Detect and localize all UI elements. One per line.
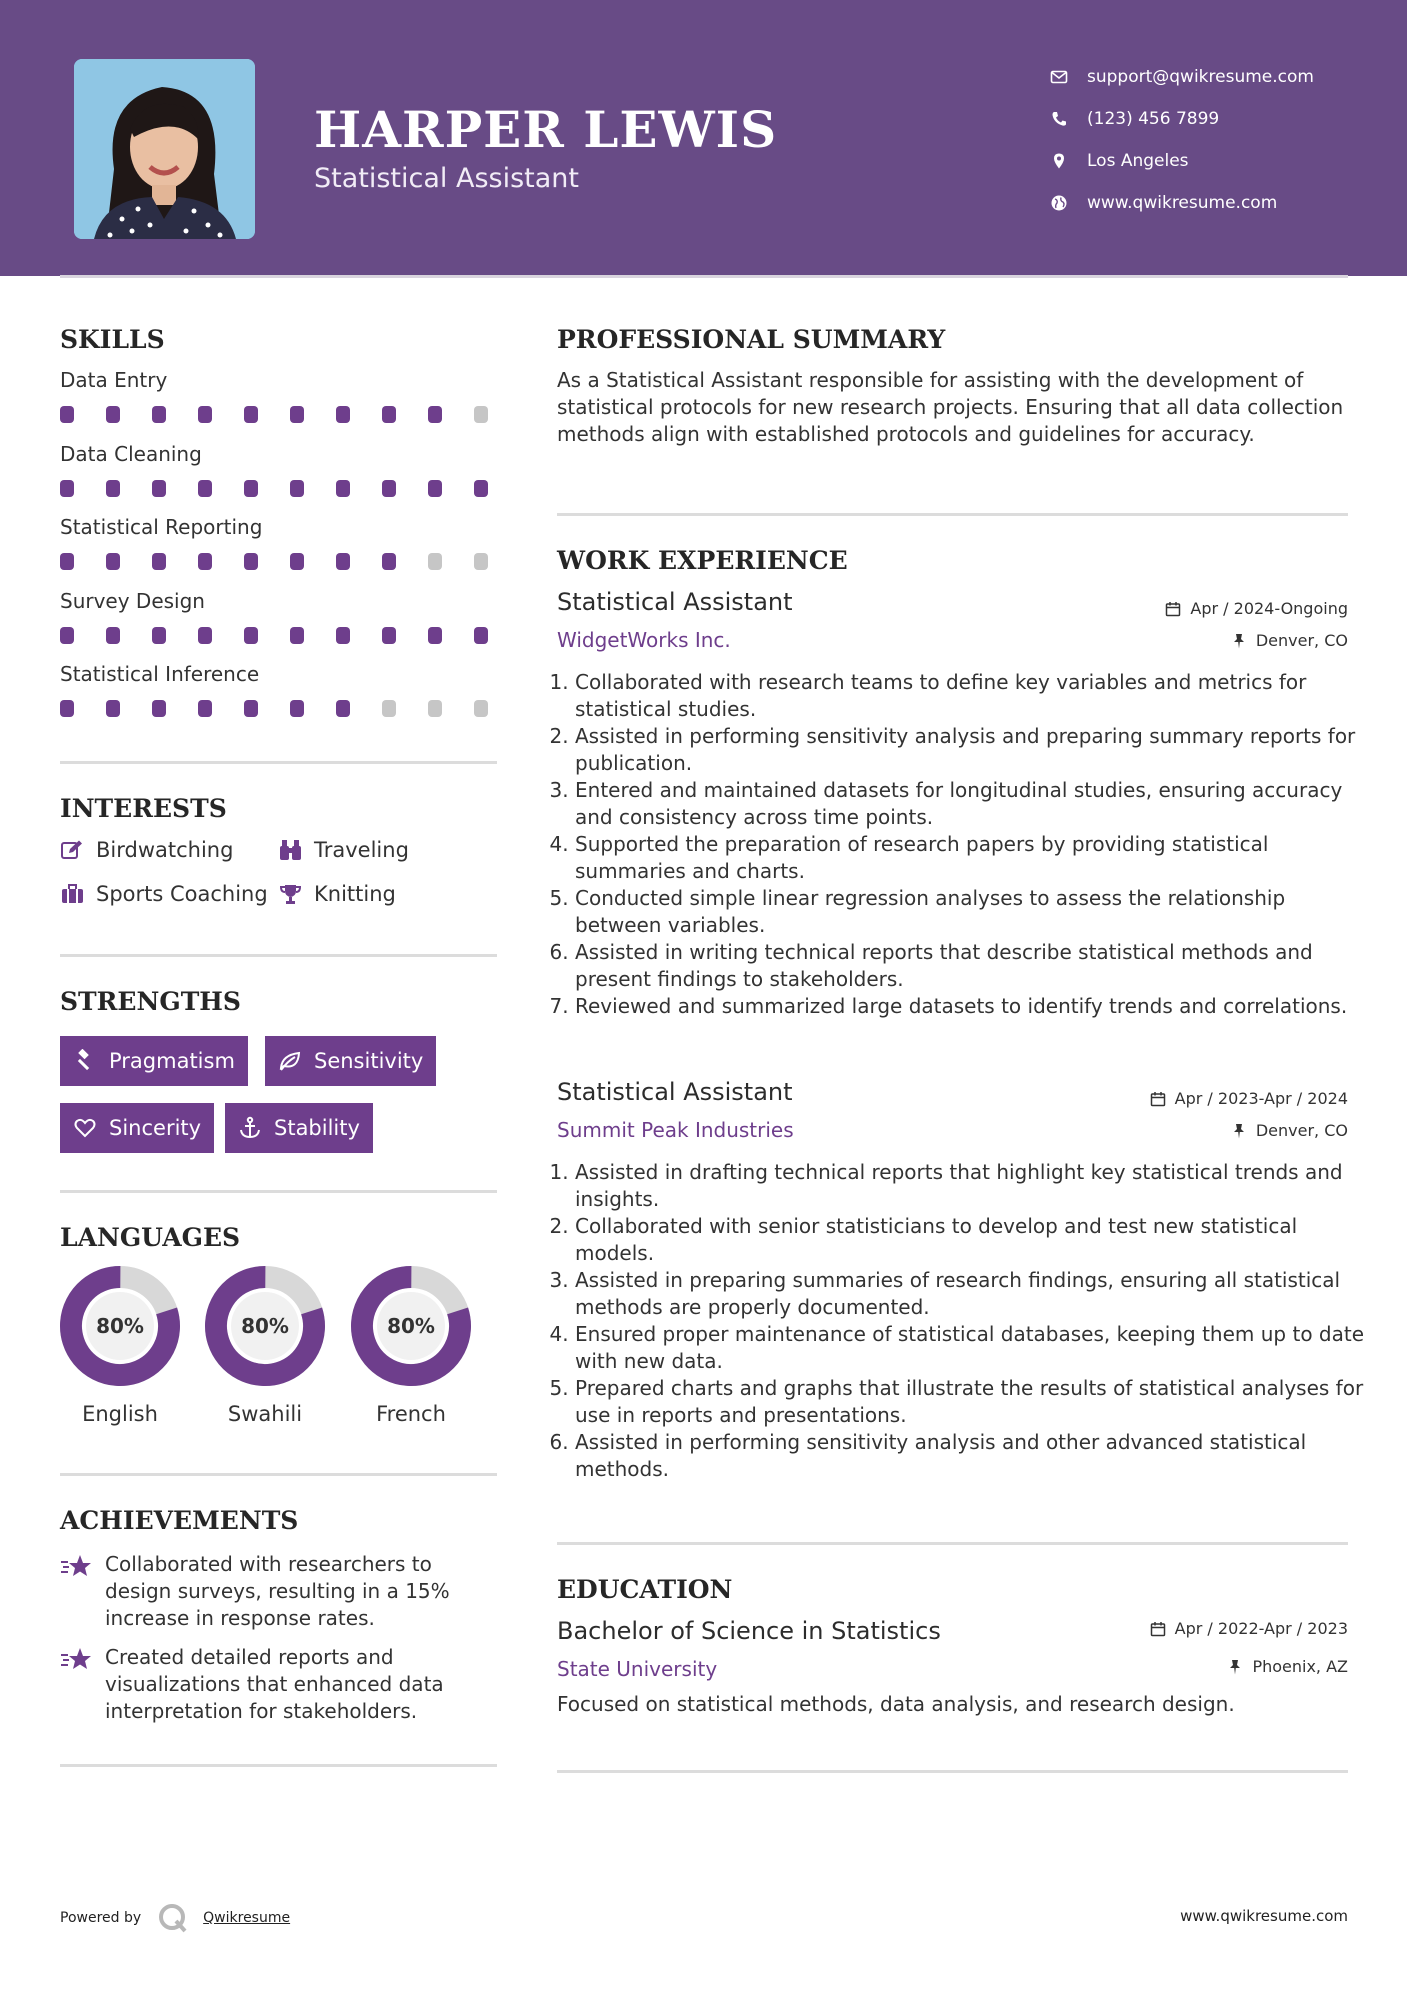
language-name: English bbox=[82, 1402, 158, 1426]
rating-dot-filled bbox=[152, 553, 166, 570]
map-pin-icon bbox=[1050, 152, 1068, 170]
skill-name: Survey Design bbox=[60, 588, 205, 613]
portrait-image bbox=[74, 59, 255, 239]
languages-divider bbox=[60, 1473, 497, 1476]
education-location-text: Phoenix, AZ bbox=[1252, 1657, 1348, 1676]
degree-title: Bachelor of Science in Statistics bbox=[557, 1617, 941, 1645]
calendar-icon bbox=[1150, 1091, 1166, 1107]
rating-dot-empty bbox=[428, 700, 442, 717]
gavel-icon bbox=[73, 1049, 97, 1073]
header-divider bbox=[60, 275, 1348, 278]
interests-title: INTERESTS bbox=[60, 794, 227, 823]
interests-divider bbox=[60, 954, 497, 957]
rating-dot-filled bbox=[60, 406, 74, 423]
language-name: Swahili bbox=[227, 1402, 303, 1426]
contact-phone-text: (123) 456 7899 bbox=[1087, 109, 1220, 129]
languages-title: LANGUAGES bbox=[60, 1223, 241, 1252]
rating-dot-filled bbox=[152, 700, 166, 717]
interest-item bbox=[60, 882, 268, 906]
skill-name: Data Entry bbox=[60, 368, 168, 392]
job-bullet: 3. Entered and maintained datasets for longitudinal studies, ensuring accuracy and consistency across time points. bbox=[575, 777, 1365, 831]
job-bullet: 1. Assisted in drafting technical reports that highlight key statistical trends and insights. bbox=[575, 1159, 1365, 1213]
rating-dot-filled bbox=[290, 406, 304, 423]
skills-divider bbox=[60, 761, 497, 764]
language-percent: 80% bbox=[241, 1314, 289, 1338]
achievements-divider bbox=[60, 1764, 497, 1767]
rating-dot-filled bbox=[198, 627, 212, 644]
job-date-text: Apr / 2023-Apr / 2024 bbox=[1174, 1089, 1348, 1108]
interest-label: Traveling bbox=[314, 838, 409, 862]
job-location-text: Denver, CO bbox=[1255, 1121, 1348, 1140]
powered-by-text: Powered by bbox=[60, 1910, 142, 1926]
globe-icon bbox=[1050, 194, 1068, 212]
job-bullets bbox=[557, 1159, 1365, 1483]
rating-dot-filled bbox=[290, 480, 304, 497]
job-bullet: 5. Conducted simple linear regression analyses to assess the relationship between variables. bbox=[575, 885, 1365, 939]
summary-title: PROFESSIONAL SUMMARY bbox=[557, 325, 946, 354]
summary-text: As a Statistical Assistant responsible for assisting with the development of statistical protocols for new research projects. Ensuring that all data collection methods align with established protocols and guidelines for accuracy. bbox=[557, 368, 1344, 446]
rating-dot-filled bbox=[60, 553, 74, 570]
briefcase-icon bbox=[60, 883, 85, 905]
binoculars-icon bbox=[278, 839, 303, 861]
anchor-icon bbox=[238, 1116, 262, 1140]
rating-dot-filled bbox=[60, 627, 74, 644]
rating-dot-filled bbox=[152, 480, 166, 497]
job-bullet: 4. Ensured proper maintenance of statistical databases, keeping them up to date with new data. bbox=[575, 1321, 1365, 1375]
school-name: State University bbox=[557, 1657, 718, 1681]
rating-dot-filled bbox=[244, 627, 258, 644]
interest-item bbox=[60, 838, 233, 862]
interest-label: Knitting bbox=[314, 882, 396, 906]
rating-dot-filled bbox=[244, 480, 258, 497]
contact-email[interactable] bbox=[1050, 56, 1314, 98]
rating-dot-filled bbox=[152, 406, 166, 423]
rating-dot-filled bbox=[106, 553, 120, 570]
calendar-icon bbox=[1150, 1621, 1166, 1637]
rating-dot-empty bbox=[428, 553, 442, 570]
resume-header bbox=[0, 0, 1407, 276]
education-date bbox=[1150, 1619, 1348, 1638]
star-award-icon bbox=[60, 1646, 94, 1674]
job-bullet: 6. Assisted in writing technical reports that describe statistical methods and present findings to stakeholders. bbox=[575, 939, 1365, 993]
achievement-text: Created detailed reports and visualizations that enhanced data interpretation for stakeholders. bbox=[105, 1645, 444, 1723]
job-date-text: Apr / 2024-Ongoing bbox=[1190, 599, 1348, 618]
rating-dot-filled bbox=[336, 627, 350, 644]
rating-dot-filled bbox=[244, 700, 258, 717]
job-bullet: 2. Collaborated with senior statisticians to develop and test new statistical models. bbox=[575, 1213, 1365, 1267]
language-percent: 80% bbox=[96, 1314, 144, 1338]
job-location bbox=[1231, 1121, 1348, 1140]
rating-dot-filled bbox=[382, 627, 396, 644]
language-percent: 80% bbox=[387, 1314, 435, 1338]
strengths-title: STRENGTHS bbox=[60, 987, 241, 1016]
envelope-icon bbox=[1050, 68, 1068, 86]
rating-dot-filled bbox=[244, 406, 258, 423]
contact-phone[interactable] bbox=[1050, 98, 1314, 140]
calendar-icon bbox=[1165, 601, 1181, 617]
rating-dot-filled bbox=[336, 700, 350, 717]
heart-icon bbox=[73, 1116, 97, 1140]
rating-dot-filled bbox=[152, 627, 166, 644]
skill-name: Data Cleaning bbox=[60, 441, 202, 466]
skill-rating bbox=[60, 627, 488, 644]
profile-photo bbox=[74, 59, 255, 239]
job-bullet: 6. Assisted in performing sensitivity analysis and other advanced statistical methods. bbox=[575, 1429, 1365, 1483]
job-location-text: Denver, CO bbox=[1255, 631, 1348, 650]
skill-rating bbox=[60, 406, 488, 423]
rating-dot-empty bbox=[474, 700, 488, 717]
job-bullets bbox=[557, 669, 1365, 1020]
job-company: Summit Peak Industries bbox=[557, 1118, 794, 1142]
job-bullet: 4. Supported the preparation of research papers by providing statistical summaries and charts. bbox=[575, 831, 1365, 885]
rating-dot-filled bbox=[428, 627, 442, 644]
rating-dot-filled bbox=[382, 406, 396, 423]
strength-label: Stability bbox=[274, 1116, 360, 1140]
rating-dot-filled bbox=[290, 700, 304, 717]
footer-powered-by bbox=[60, 1902, 290, 1934]
contact-email-text: support@qwikresume.com bbox=[1087, 67, 1314, 87]
interest-item bbox=[278, 838, 409, 862]
candidate-role: Statistical Assistant bbox=[314, 163, 579, 194]
rating-dot-filled bbox=[106, 700, 120, 717]
job-company: WidgetWorks Inc. bbox=[557, 628, 731, 652]
strengths-divider bbox=[60, 1190, 497, 1193]
rating-dot-filled bbox=[106, 480, 120, 497]
leaf-icon bbox=[278, 1049, 302, 1073]
contact-website-text: www.qwikresume.com bbox=[1087, 193, 1278, 213]
strength-tag bbox=[225, 1103, 373, 1153]
skill-rating bbox=[60, 700, 488, 717]
footer-website[interactable]: www.qwikresume.com bbox=[1180, 1907, 1348, 1925]
interest-item bbox=[278, 882, 396, 906]
interest-label: Birdwatching bbox=[96, 838, 234, 862]
job-bullet: 3. Assisted in preparing summaries of research findings, ensuring all statistical methods are properly documented. bbox=[575, 1267, 1365, 1321]
job-title: Statistical Assistant bbox=[557, 588, 793, 616]
rating-dot-filled bbox=[382, 480, 396, 497]
rating-dot-filled bbox=[244, 553, 258, 570]
experience-divider bbox=[557, 1542, 1348, 1545]
education-location bbox=[1227, 1657, 1348, 1676]
star-award-icon bbox=[60, 1553, 94, 1581]
rating-dot-filled bbox=[106, 406, 120, 423]
language-name: French bbox=[376, 1402, 446, 1426]
skill-rating bbox=[60, 480, 488, 497]
strength-label: Sincerity bbox=[109, 1116, 202, 1140]
job-bullet: 1. Collaborated with research teams to define key variables and metrics for statistical studies. bbox=[575, 669, 1365, 723]
rating-dot-filled bbox=[290, 553, 304, 570]
education-date-text: Apr / 2022-Apr / 2023 bbox=[1174, 1619, 1348, 1638]
rating-dot-filled bbox=[336, 480, 350, 497]
rating-dot-filled bbox=[60, 700, 74, 717]
job-bullet: 2. Assisted in performing sensitivity analysis and preparing summary reports for publication. bbox=[575, 723, 1365, 777]
qwikresume-logo-icon bbox=[157, 1902, 189, 1934]
rating-dot-filled bbox=[106, 627, 120, 644]
pencil-square-icon bbox=[60, 839, 85, 861]
job-date bbox=[1165, 599, 1348, 618]
language-ring bbox=[350, 1265, 472, 1387]
candidate-name: HARPER LEWIS bbox=[314, 100, 778, 159]
strength-tag bbox=[265, 1036, 436, 1086]
rating-dot-empty bbox=[382, 700, 396, 717]
phone-icon bbox=[1050, 110, 1068, 128]
job-bullet: 5. Prepared charts and graphs that illustrate the results of statistical analyses for use in reports and presentations. bbox=[575, 1375, 1365, 1429]
strength-label: Sensitivity bbox=[314, 1049, 424, 1073]
interest-label: Sports Coaching bbox=[96, 882, 268, 906]
pushpin-icon bbox=[1227, 1659, 1243, 1675]
rating-dot-filled bbox=[336, 553, 350, 570]
skill-name: Statistical Inference bbox=[60, 662, 260, 686]
contact-list bbox=[1050, 56, 1314, 224]
rating-dot-filled bbox=[198, 553, 212, 570]
rating-dot-filled bbox=[198, 406, 212, 423]
rating-dot-empty bbox=[474, 406, 488, 423]
education-title: EDUCATION bbox=[557, 1575, 733, 1604]
summary-divider bbox=[557, 513, 1348, 516]
rating-dot-filled bbox=[198, 480, 212, 497]
job-title: Statistical Assistant bbox=[557, 1078, 793, 1106]
pushpin-icon bbox=[1231, 1123, 1247, 1139]
contact-location bbox=[1050, 140, 1314, 182]
language-ring bbox=[59, 1265, 181, 1387]
rating-dot-filled bbox=[60, 480, 74, 497]
rating-dot-filled bbox=[382, 553, 396, 570]
job-date bbox=[1150, 1089, 1348, 1108]
rating-dot-filled bbox=[474, 627, 488, 644]
job-bullet: 7. Reviewed and summarized large datasets to identify trends and correlations. bbox=[575, 993, 1365, 1020]
education-description: Focused on statistical methods, data analysis, and research design. bbox=[557, 1692, 1235, 1716]
pushpin-icon bbox=[1231, 633, 1247, 649]
rating-dot-filled bbox=[474, 480, 488, 497]
education-divider bbox=[557, 1770, 1348, 1773]
strength-label: Pragmatism bbox=[109, 1049, 235, 1073]
rating-dot-filled bbox=[428, 480, 442, 497]
experience-title: WORK EXPERIENCE bbox=[557, 546, 848, 575]
achievement-text: Collaborated with researchers to design surveys, resulting in a 15% increase in response rates. bbox=[105, 1552, 450, 1630]
contact-website[interactable] bbox=[1050, 182, 1314, 224]
rating-dot-filled bbox=[198, 700, 212, 717]
language-ring bbox=[204, 1265, 326, 1387]
rating-dot-empty bbox=[474, 553, 488, 570]
achievements-title: ACHIEVEMENTS bbox=[60, 1506, 299, 1535]
strength-tag bbox=[60, 1036, 248, 1086]
achievement-item bbox=[60, 1551, 480, 1632]
contact-location-text: Los Angeles bbox=[1087, 151, 1189, 171]
skill-rating bbox=[60, 553, 488, 570]
rating-dot-filled bbox=[428, 406, 442, 423]
qwikresume-link[interactable]: Qwikresume bbox=[203, 1910, 291, 1926]
skills-title: SKILLS bbox=[60, 325, 165, 354]
strength-tag bbox=[60, 1103, 214, 1153]
achievement-item bbox=[60, 1644, 480, 1725]
skill-name: Statistical Reporting bbox=[60, 515, 263, 539]
rating-dot-filled bbox=[336, 406, 350, 423]
rating-dot-filled bbox=[290, 627, 304, 644]
job-location bbox=[1231, 631, 1348, 650]
trophy-icon bbox=[278, 883, 303, 905]
